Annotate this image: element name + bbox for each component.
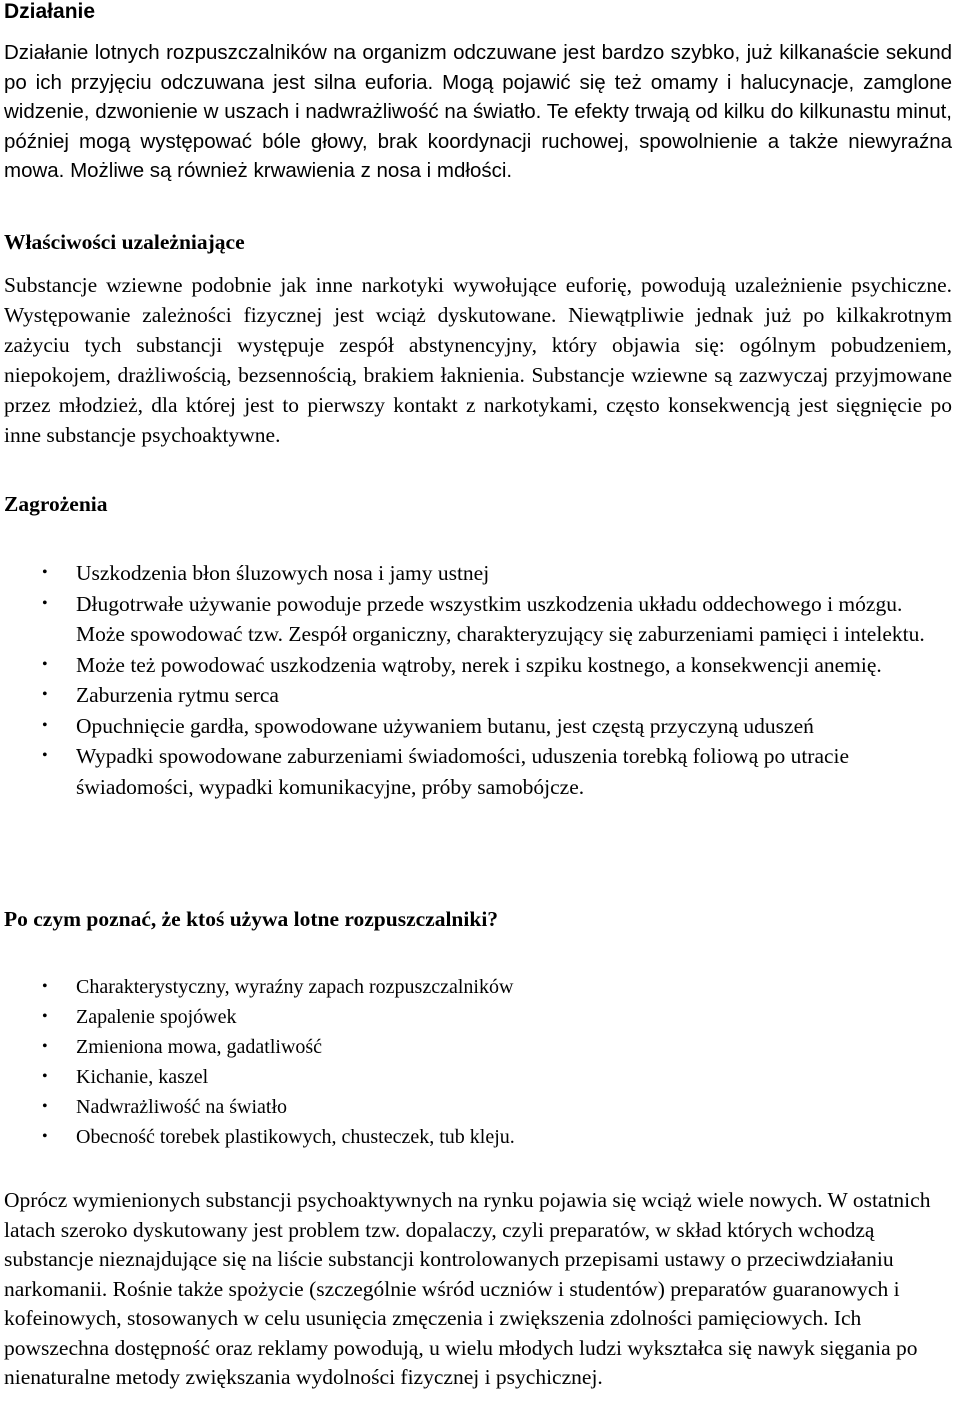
list-item: • Opuchnięcie gardła, spowodowane używaniem butanu, jest częstą przyczyną uduszeń xyxy=(4,711,956,742)
bullet-icon: • xyxy=(42,1038,48,1055)
paragraph-dzialanie: Działanie lotnych rozpuszczalników na organizm odczuwane jest bardzo szybko, już kilkanaście sekund po ich przyjęciu odczuwana jest silna euforia. Mogą pojawić się też omamy i halucynacje, zamglone widzenie, dzwonienie w uszach i nadwrażliwość na światło. Te efekty trwają od kilku do kilkunastu minut, później mogą występować bóle głowy, brak koordynacji ruchowej, spowolnienie a także niewyraźna mowa. Możliwe są również krwawienia z nosa i mdłości. xyxy=(4,41,952,182)
bullet-icon: • xyxy=(42,564,48,581)
section-wlasciwosci xyxy=(4,230,956,450)
bullet-icon: • xyxy=(42,686,48,703)
bullet-icon: • xyxy=(42,1068,48,1085)
list-item: • Zaburzenia rytmu serca xyxy=(4,680,956,711)
list-item: • Może też powodować uszkodzenia wątroby, nerek i szpiku kostnego, a konsekwencji anemię. xyxy=(4,650,956,681)
section-closing xyxy=(4,1186,944,1393)
bullet-icon: • xyxy=(42,978,48,995)
heading-zagrozenia: Zagrożenia xyxy=(4,492,108,516)
list-item: • Obecność torebek plastikowych, chusteczek, tub kleju. xyxy=(4,1122,956,1152)
heading-po-czym: Po czym poznać, że ktoś używa lotne rozpuszczalniki? xyxy=(4,907,499,931)
list-item: • Długotrwałe używanie powoduje przede wszystkim uszkodzenia układu oddechowego i mózgu. Może spowodować tzw. Zespół organiczny, charakteryzujący się zaburzeniami pamięci i intelektu. xyxy=(4,589,956,650)
bullet-icon: • xyxy=(42,1128,48,1145)
list-item: • Nadwrażliwość na światło xyxy=(4,1092,956,1122)
list-zagrozenia xyxy=(4,558,956,802)
bullet-icon: • xyxy=(42,594,48,612)
section-po-czym xyxy=(4,907,956,931)
section-zagrozenia xyxy=(4,492,956,516)
list-item: • Uszkodzenia błon śluzowych nosa i jamy ustnej xyxy=(4,558,956,589)
paragraph-closing: Oprócz wymienionych substancji psychoaktywnych na rynku pojawia się wciąż wiele nowych. W ostatnich latach szeroko dyskutowany jest problem tzw. dopalaczy, czyli preparatów, w skład których wchodzą substancje nieznajdujące się na liście substancji kontrolowanych przepisami ustawy o przeciwdziałaniu narkomanii. Rośnie także spożycie (szczególnie wśród uczniów i studentów) preparatów guaranowych i kofeinowych, stosowanych w celu usunięcia zmęczenia i zwiększenia zdolności pamięciowych. Ich powszechna dostępność oraz reklamy powodują, u wielu młodych ludzi wykształca się nawyk sięgania po nienaturalne metody zwiększania wydolności fizycznej i psychicznej. xyxy=(4,1188,931,1389)
bullet-icon: • xyxy=(42,655,48,673)
list-item: • Kichanie, kaszel xyxy=(4,1062,956,1092)
paragraph-wlasciwosci: Substancje wziewne podobnie jak inne narkotyki wywołujące euforię, powodują uzależnienie psychiczne. Występowanie zależności fizycznej jest wciąż dyskutowane. Niewątpliwie jednak już po kilkakrotnym zażyciu tych substancji występuje zespół abstynencyjny, który objawia się: ogólnym pobudzeniem, niepokojem, drażliwością, bezsennością, brakiem łaknienia. Substancje wziewne są zazwyczaj przyjmowane przez młodzież, dla której jest to pierwszy kontakt z narkotykami, często konsekwencją jest sięgnięcie po inne substancje psychoaktywne. xyxy=(4,273,952,447)
list-item: • Zmieniona mowa, gadatliwość xyxy=(4,1032,956,1062)
list-item: • Wypadki spowodowane zaburzeniami świadomości, uduszenia torebką foliową po utracie świadomości, wypadki komunikacyjne, próby samobójcze. xyxy=(4,741,956,802)
bullet-icon: • xyxy=(42,1008,48,1025)
heading-wlasciwosci: Właściwości uzależniające xyxy=(4,230,245,254)
section-dzialanie xyxy=(4,0,956,186)
bullet-icon: • xyxy=(42,747,48,764)
list-item: • Zapalenie spojówek xyxy=(4,1002,956,1032)
list-item: • Charakterystyczny, wyraźny zapach rozpuszczalników xyxy=(4,972,956,1002)
bullet-icon: • xyxy=(42,1098,48,1115)
heading-dzialanie: Działanie xyxy=(4,0,96,23)
list-po-czym xyxy=(4,972,956,1152)
bullet-icon: • xyxy=(42,716,48,734)
